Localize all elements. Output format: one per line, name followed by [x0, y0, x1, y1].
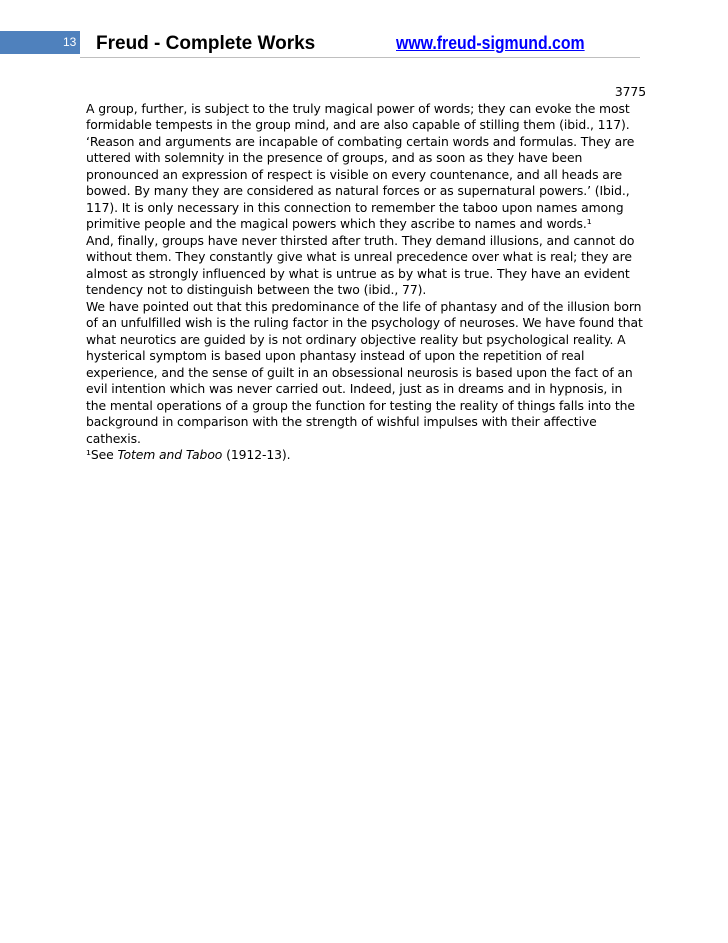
- footnote-work-title: Totem and Taboo: [117, 447, 223, 462]
- footnote-prefix: ¹See: [86, 447, 118, 462]
- paragraph: We have pointed out that this predominance of the life of phantasy and of the illusion born of an unfulfilled wish is the ruling factor in the psychology of neuroses. We have found that what neurotics are guided by is not ordinary objective reality but psychological reality. A hysterical symptom is based upon phantasy instead of upon the repetition of real experience, and the sense of guilt in an obsessional neurosis is based upon the fact of an evil intention which was never carried out. Indeed, just as in dreams and in hypnosis, in the mental operations of a group the function for testing the reality of things falls into the background in comparison with the strength of wishful impulses with their affective cathexis.: [86, 298, 643, 446]
- footnote: [86, 447, 646, 464]
- site-link[interactable]: www.freud-sigmund.com: [396, 33, 585, 53]
- header-divider: [80, 57, 640, 58]
- page-body: [86, 84, 646, 464]
- paragraph: A group, further, is subject to the truly magical power of words; they can evoke the most formidable tempests in the group mind, and are also capable of stilling them (ibid., 117). ‘Reason and arguments are incapable of combating certain words and formulas. They are uttered with solemnity in the presence of groups, and as soon as they have been pronounced an expression of respect is visible on every countenance, and all heads are bowed. By many they are considered as natural forces or as supernatural powers.’ (Ibid., 117). It is only necessary in this connection to remember the taboo upon names among primitive people and the magical powers which they ascribe to names and words.¹: [86, 100, 635, 231]
- paragraph: And, finally, groups have never thirsted after truth. They demand illusions, and cannot do without them. They constantly give what is unreal precedence over what is real; they are almost as strongly influenced by what is untrue as by what is true. They have an evident tendency not to distinguish between the two (ibid., 77).: [86, 232, 635, 297]
- page-number: 13: [0, 31, 80, 54]
- folio-number: 3775: [614, 84, 646, 99]
- book-title: Freud - Complete Works: [96, 33, 316, 54]
- footnote-suffix: (1912-13).: [222, 447, 291, 462]
